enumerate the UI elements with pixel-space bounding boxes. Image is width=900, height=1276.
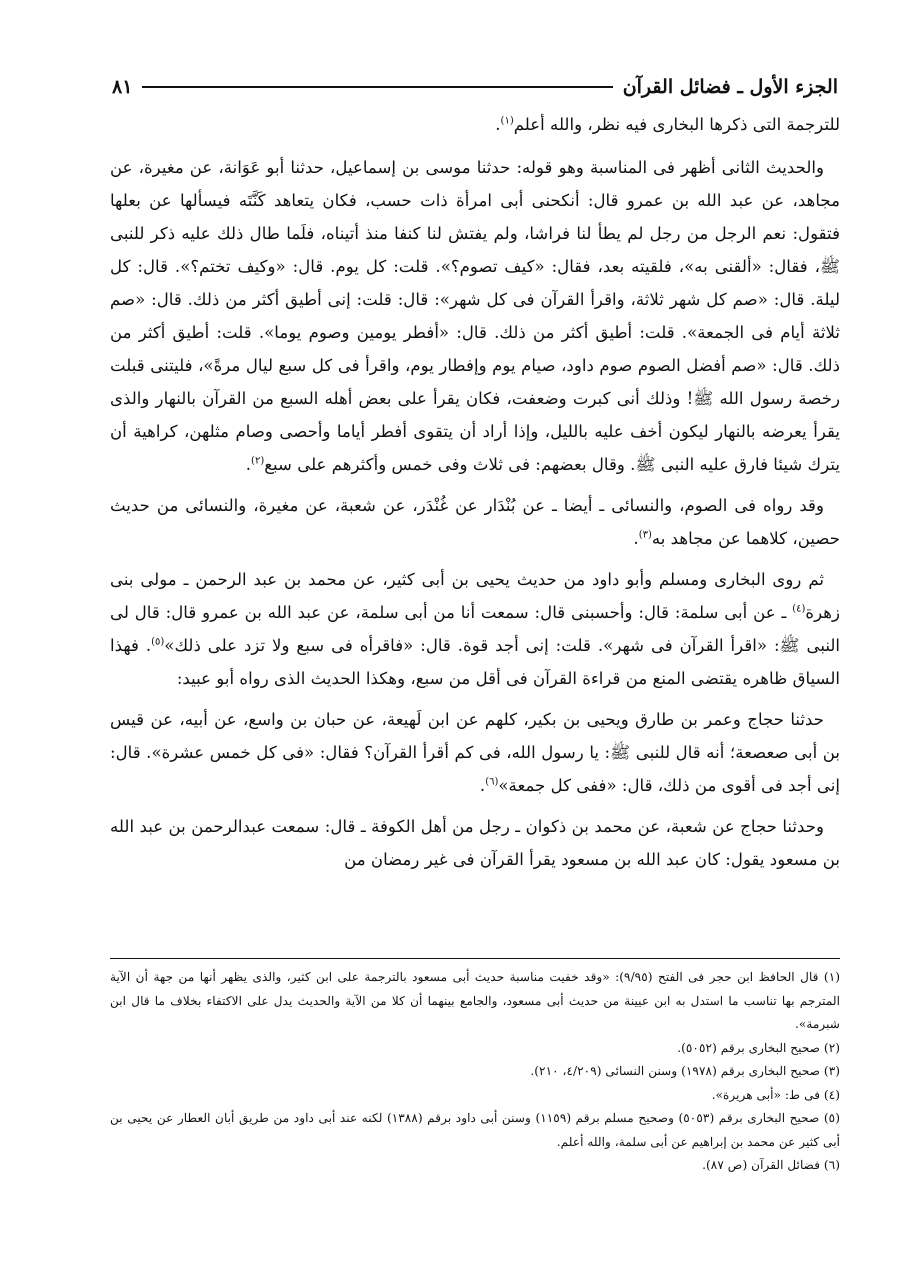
paragraph-tail: . [245, 455, 252, 474]
paragraph [110, 563, 840, 695]
footnote-ref: (٥) [151, 636, 165, 648]
footnote: (٤) فى ط: «أبى هريرة». [711, 1087, 840, 1102]
footnote-ref: (١) [500, 115, 514, 127]
footnote-ref: (٢) [251, 455, 265, 467]
paragraph-text: وحدثنا حجاج عن شعبة، عن محمد بن ذكوان ـ رجل من أهل الكوفة ـ قال: سمعت عبدالرحمن بن عبد الله بن مسعود يقول: كان عبد الله بن مسعود يقرأ القرآن فى غير رمضان من [110, 817, 840, 869]
paragraph [110, 489, 840, 555]
paragraph-text: للترجمة التى ذكرها البخارى فيه نظر، والله أعلم [513, 115, 840, 134]
running-title: الجزء الأول ـ فضائل القرآن [622, 76, 838, 98]
paragraph [110, 810, 840, 876]
paragraph-text: وقد رواه فى الصوم، والنسائى ـ أيضا ـ عن بُنْدَار عن غُنْدَر، عن شعبة، عن مغيرة، والنسائى من حديث حصين، كلاهما عن مجاهد به [110, 496, 840, 548]
paragraph [110, 703, 840, 802]
running-header [112, 72, 838, 102]
paragraph [110, 108, 840, 141]
page-number: ٨١ [112, 76, 133, 98]
footnote-ref: (٤) [792, 603, 806, 615]
main-text [110, 108, 840, 884]
footnote: (٦) فضائل القرآن (ص ٨٧). [702, 1158, 840, 1172]
paragraph-text: حدثنا حجاج وعمر بن طارق ويحيى بن بكير، كلهم عن ابن لَهيعة، عن حبان بن واسع، عن أبيه، عن قيس بن أبى صعصعة؛ أنه قال للنبى ﷺ: يا رسول الله، فى كم أقرأ القرآن؟ فقال: «فى كل خمس عشرة». قال: إنى أجد فى أقوى من ذلك، قال: «ففى كل جمعة» [110, 710, 840, 795]
paragraph-tail: . [633, 529, 639, 548]
paragraph-tail: . [495, 115, 501, 134]
paragraph-tail: . فهذا السياق ظاهره يقتضى المنع من قراءة القرآن فى أقل من سبع، وهكذا الحديث الذى رواه أبو عبيد: [110, 636, 840, 688]
footnote: (٥) صحيح البخارى برقم (٥٠٥٣) وصحيح مسلم برقم (١١٥٩) وسنن أبى داود برقم (١٣٨٨) لكنه عند أبى داود من طريق أبان العطار عن يحيى بن أبى كثير عن محمد بن إبراهيم عن أبى سلمة، والله أعلم. [110, 1111, 840, 1149]
paragraph [110, 151, 840, 481]
paragraph-text: ثم روى البخارى ومسلم وأبو داود من حديث يحيى بن أبى كثير، عن محمد بن عبد الرحمن ـ مولى بنى زهرة [110, 570, 840, 622]
header-rule [142, 86, 612, 88]
paragraph-tail: . [479, 776, 486, 795]
footnotes [110, 966, 840, 1178]
footnote-ref: (٦) [485, 776, 499, 788]
footnote-separator [110, 958, 840, 959]
paragraph-text: والحديث الثانى أظهر فى المناسبة وهو قوله: حدثنا موسى بن إسماعيل، حدثنا أبو عَوَانة، عن مغيرة، عن مجاهد، عن عبد الله بن عمرو قال: أنكحنى أبى امرأة ذات حسب، فكان يتعاهد كَنَّتَه فيسألها عن بعلها فتقول: نعم الرجل من رجل لم يطأ لنا فراشا، ولم يفتش لنا كنفا منذ أتيناه، فلَما طال ذلك عليه ذكر للنبى ﷺ، فقال: «ألقنى به»، فلقيته بعد، فقال: «كيف تصوم؟». قلت: كل يوم. قال: «وكيف تختم؟». قال: كل ليلة. قال: «صم كل شهر ثلاثة، واقرأ القرآن فى كل شهر»: قال: قلت: إنى أطيق أكثر من ذلك. قال: «صم ثلاثة أيام فى الجمعة». قلت: أطيق أكثر من ذلك. قال: «أفطر يومين وصوم يوما». قلت: أطيق أكثر من ذلك. قال: «صم أفضل الصوم صوم داود، صيام يوم وإفطار يوم، واقرأ فى كل سبع ليال مرةً»، فليتنى قبلت رخصة رسول الله ﷺ! وذلك أنى كبرت وضعفت، فكان يقرأ على بعض أهله السبع من القرآن بالنهار والذى يقرأ يعرضه بالنهار ليكون أخف عليه بالليل، وإذا أراد أن يتقوى أفطر أياما وأحصى وصام مثلهن، كراهية أن يترك شيئا فارق عليه النبى ﷺ. وقال بعضهم: فى ثلاث وفى خمس وأكثرهم على سبع [110, 158, 840, 474]
footnote: (١) قال الحافظ ابن حجر فى الفتح (٩/٩٥): «وقد خفيت مناسبة حديث أبى مسعود بالترجمة على ابن كثير، والذى يظهر أنها من جهة أن الآية المترجم بها تناسب ما استدل به ابن عيينة من حديث أبى مسعود، والجامع بينهما أن كلا من الآية والحديث يدل على الاكتفاء بخلاف ما قال ابن شبرمة». [110, 970, 840, 1031]
footnote: (٢) صحيح البخارى برقم (٥٠٥٢). [677, 1040, 840, 1055]
footnote: (٣) صحيح البخارى برقم (١٩٧٨) وسنن النسائى (٤/٢٠٩، ٢١٠). [530, 1064, 840, 1078]
footnote-ref: (٣) [638, 529, 652, 541]
paragraph-text-continued: ـ عن أبى سلمة: قال: وأحسبنى قال: سمعت أنا من أبى سلمة، عن عبد الله بن عمرو قال: قال لى النبى ﷺ: «اقرأ القرآن فى شهر». قلت: إنى أجد قوة. قال: «فاقرأه فى سبع ولا تزد على ذلك» [110, 603, 841, 655]
